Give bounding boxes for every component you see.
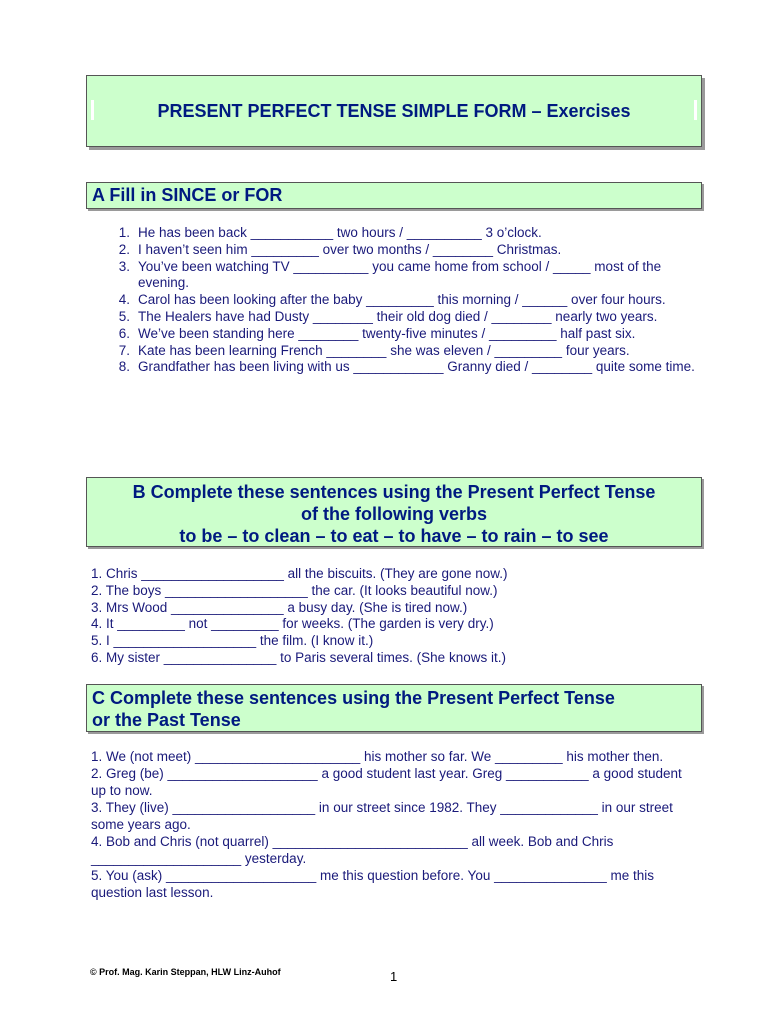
list-item <box>108 225 700 242</box>
item-text: He has been back ___________ two hours / __________ 3 o’clock. <box>138 225 542 240</box>
item-text: Kate has been learning French ________ she was eleven / _________ four years. <box>138 342 630 358</box>
item-number: 6. <box>118 325 130 341</box>
list-item <box>108 326 700 343</box>
item-text: You’ve been watching TV __________ you came home from school / _____ most of the evening. <box>138 258 662 291</box>
list-item: 6. My sister _______________ to Paris several times. (She knows it.) <box>91 649 506 665</box>
section-b-heading-line2: of the following verbs <box>300 504 487 524</box>
section-c-heading-line1: C Complete these sentences using the Present Perfect Tense <box>92 688 615 708</box>
item-number: 2. <box>118 241 130 257</box>
section-b-heading-line1: B Complete these sentences using the Present Perfect Tense <box>132 482 656 502</box>
title-box <box>86 75 702 147</box>
section-c-heading-line2: or the Past Tense <box>92 710 241 730</box>
item-text: We’ve been standing here ________ twenty-five minutes / _________ half past six. <box>138 325 636 341</box>
footer-credit: © Prof. Mag. Karin Steppan, HLW Linz-Auhof <box>90 967 281 977</box>
item-text: Carol has been looking after the baby _________ this morning / ______ over four hours. <box>138 292 666 308</box>
item-text: The Healers have had Dusty ________ their old dog died / ________ nearly two years. <box>138 308 658 324</box>
section-c-list <box>91 748 695 901</box>
item-number: 8. <box>118 359 130 375</box>
section-a-list <box>108 225 700 376</box>
list-item: 4. It _________ not _________ for weeks. (The garden is very dry.) <box>91 616 494 632</box>
list-item: 2. The boys ___________________ the car. (It looks beautiful now.) <box>91 582 498 598</box>
section-b-heading <box>86 477 702 547</box>
section-a-heading: A Fill in SINCE or FOR <box>86 182 702 209</box>
list-item: 2. Greg (be) ____________________ a good student last year. Greg ___________ a good student up to now. <box>91 766 682 798</box>
title-box-right-mark <box>694 100 697 120</box>
item-number: 5. <box>118 308 130 324</box>
list-item <box>108 259 700 293</box>
item-number: 7. <box>118 342 130 358</box>
page-title: PRESENT PERFECT TENSE SIMPLE FORM – Exercises <box>157 100 631 121</box>
section-c-heading <box>86 684 702 732</box>
list-item <box>108 343 700 360</box>
list-item: 1. We (not meet) ______________________ his mother so far. We _________ his mother then. <box>91 749 664 764</box>
title-box-left-mark <box>91 100 94 120</box>
list-item: 5. I ___________________ the film. (I know it.) <box>91 633 374 649</box>
item-number: 3. <box>118 258 130 274</box>
list-item: 3. Mrs Wood _______________ a busy day. (She is tired now.) <box>91 599 468 615</box>
section-b-list <box>91 566 691 667</box>
list-item <box>108 242 700 259</box>
page-number: 1 <box>390 969 398 984</box>
item-number: 1. <box>118 225 130 240</box>
item-number: 4. <box>118 292 130 308</box>
list-item: 5. You (ask) ____________________ me this question before. You _______________ me this question last lesson. <box>91 868 654 900</box>
list-item: 4. Bob and Chris (not quarrel) __________________________ all week. Bob and Chris ____________________ yesterday. <box>91 834 614 866</box>
list-item <box>108 359 700 376</box>
list-item <box>108 292 700 309</box>
item-text: I haven’t seen him _________ over two months / ________ Christmas. <box>138 241 562 257</box>
section-b-verb-list: to be – to clean – to eat – to have – to rain – to see <box>179 526 609 546</box>
list-item: 1. Chris ___________________ all the biscuits. (They are gone now.) <box>91 566 508 581</box>
item-text: Grandfather has been living with us ____________ Granny died / ________ quite some time. <box>138 359 695 375</box>
list-item <box>108 309 700 326</box>
list-item: 3. They (live) ___________________ in our street since 1982. They _____________ in our street some years ago. <box>91 800 673 832</box>
